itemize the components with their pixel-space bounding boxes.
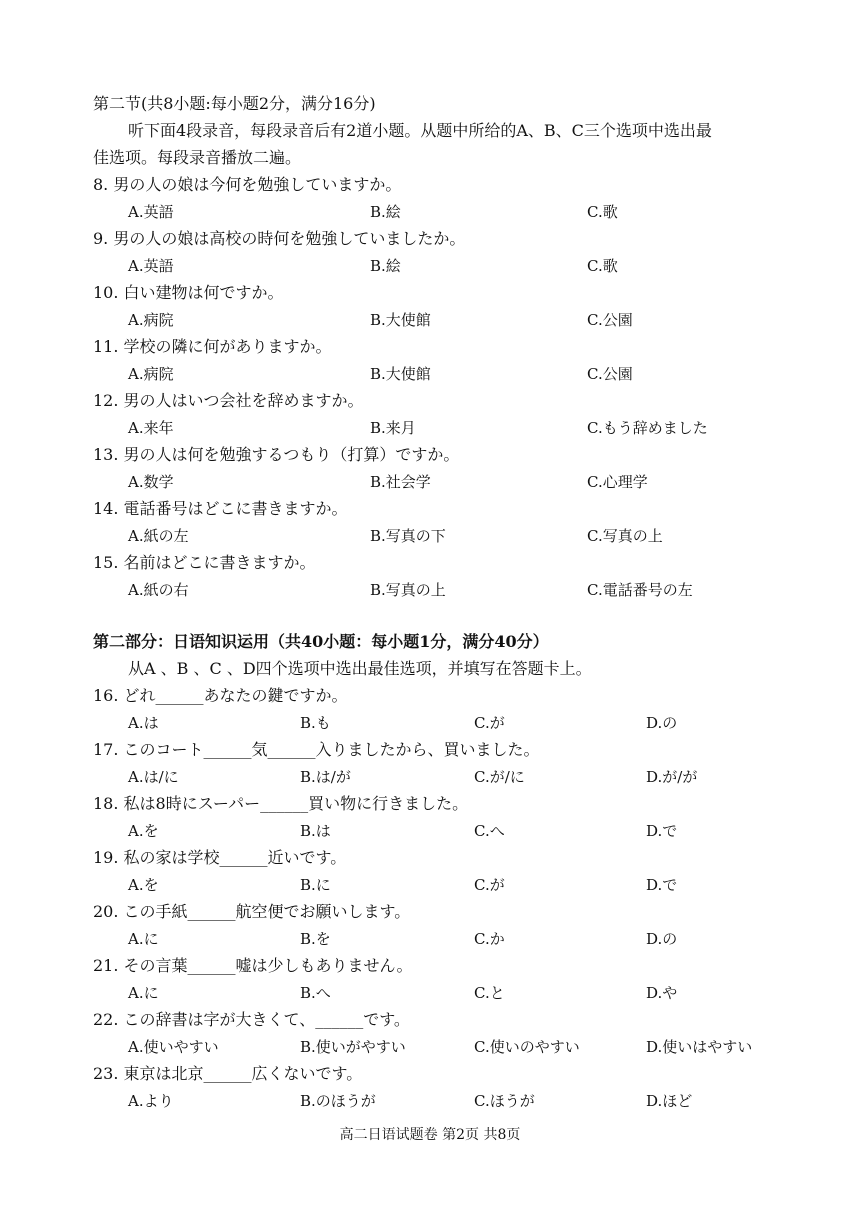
option-a: A.病院 [128, 311, 174, 329]
option-b: B.も [300, 714, 331, 732]
option-c: C.へ [474, 822, 505, 840]
option-d: D.の [646, 714, 678, 732]
option-c: C.もう辞めました [587, 419, 708, 437]
section-instruction: 听下面4段录音，每段录音后有2道小题。从题中所给的A、B、C三个选项中选出最 [128, 121, 712, 140]
option-b: B.使いがやすい [300, 1038, 406, 1056]
option-a: A.に [128, 930, 159, 948]
option-d: D.の [646, 930, 678, 948]
part-heading: 第二部分：日语知识运用（共40小题：每小题1分，满分40分） [93, 632, 549, 651]
question-stem: 20. この手紙______航空便でお願いします。 [93, 902, 411, 921]
option-c: C.が [474, 714, 505, 732]
option-a: A.は/に [128, 768, 179, 786]
option-a: A.より [128, 1092, 174, 1110]
question-stem: 18. 私は8時にスーパー______買い物に行きました。 [93, 794, 469, 813]
option-b: B.は [300, 822, 331, 840]
option-b: B.大使館 [370, 311, 431, 329]
option-d: D.で [646, 876, 678, 894]
option-a: A.数学 [128, 473, 174, 491]
option-b: B.絵 [370, 257, 401, 275]
question-stem: 9. 男の人の娘は高校の時何を勉強していましたか。 [93, 229, 466, 248]
option-a: A.紙の左 [128, 527, 189, 545]
question-stem: 23. 東京は北京______広くないです。 [93, 1064, 363, 1083]
option-c: C.と [474, 984, 505, 1002]
option-c: C.歌 [587, 203, 618, 221]
option-c: C.使いのやすい [474, 1038, 580, 1056]
option-b: B.へ [300, 984, 331, 1002]
option-a: A.英語 [128, 257, 174, 275]
question-stem: 16. どれ______あなたの鍵ですか。 [93, 686, 348, 705]
option-c: C.心理学 [587, 473, 648, 491]
part-instruction: 从A 、B 、C 、D四个选项中选出最佳选项，并填写在答题卡上。 [128, 659, 592, 678]
page-footer: 高二日语试题卷 第2页 共8页 [339, 1127, 521, 1143]
option-b: B.大使館 [370, 365, 431, 383]
question-stem: 19. 私の家は学校______近いです。 [93, 848, 347, 867]
option-c: C.公園 [587, 311, 633, 329]
option-a: A.は [128, 714, 159, 732]
question-stem: 14. 電話番号はどこに書きますか。 [93, 499, 348, 518]
question-stem: 12. 男の人はいつ会社を辞めますか。 [93, 391, 364, 410]
option-b: B.絵 [370, 203, 401, 221]
section-instruction-cont: 佳选项。每段录音播放二遍。 [93, 148, 302, 167]
option-a: A.英語 [128, 203, 174, 221]
question-stem: 15. 名前はどこに書きますか。 [93, 553, 316, 572]
option-c: C.公園 [587, 365, 633, 383]
option-b: B.写真の上 [370, 581, 446, 599]
section-heading: 第二节(共8小题:每小题2分，满分16分) [93, 94, 376, 113]
option-b: B.写真の下 [370, 527, 446, 545]
option-b: B.社会学 [370, 473, 431, 491]
option-a: A.紙の右 [128, 581, 189, 599]
option-b: B.は/が [300, 768, 351, 786]
option-d: D.ほど [646, 1092, 693, 1110]
option-d: D.で [646, 822, 678, 840]
option-c: C.ほうが [474, 1092, 535, 1110]
option-a: A.を [128, 822, 159, 840]
option-a: A.来年 [128, 419, 174, 437]
option-d: D.使いはやすい [646, 1038, 753, 1056]
question-stem: 17. このコート______気______入りましたから、買いました。 [93, 740, 540, 759]
question-stem: 8. 男の人の娘は今何を勉強していますか。 [93, 175, 402, 194]
option-a: A.病院 [128, 365, 174, 383]
option-b: B.に [300, 876, 331, 894]
option-a: A.を [128, 876, 159, 894]
question-stem: 21. その言葉______嘘は少しもありません。 [93, 956, 413, 975]
question-stem: 22. この辞書は字が大きくて、______です。 [93, 1010, 410, 1029]
question-stem: 13. 男の人は何を勉強するつもり（打算）ですか。 [93, 445, 460, 464]
question-stem: 10. 白い建物は何ですか。 [93, 283, 284, 302]
option-d: D.や [646, 984, 678, 1002]
option-a: A.に [128, 984, 159, 1002]
option-d: D.が/が [646, 768, 698, 786]
option-b: B.を [300, 930, 331, 948]
option-b: B.来月 [370, 419, 416, 437]
question-stem: 11. 学校の隣に何がありますか。 [93, 337, 332, 356]
option-c: C.が [474, 876, 505, 894]
option-c: C.電話番号の左 [587, 581, 693, 599]
option-c: C.か [474, 930, 505, 948]
option-b: B.のほうが [300, 1092, 376, 1110]
option-c: C.が/に [474, 768, 525, 786]
option-c: C.歌 [587, 257, 618, 275]
option-c: C.写真の上 [587, 527, 663, 545]
option-a: A.使いやすい [128, 1038, 219, 1056]
